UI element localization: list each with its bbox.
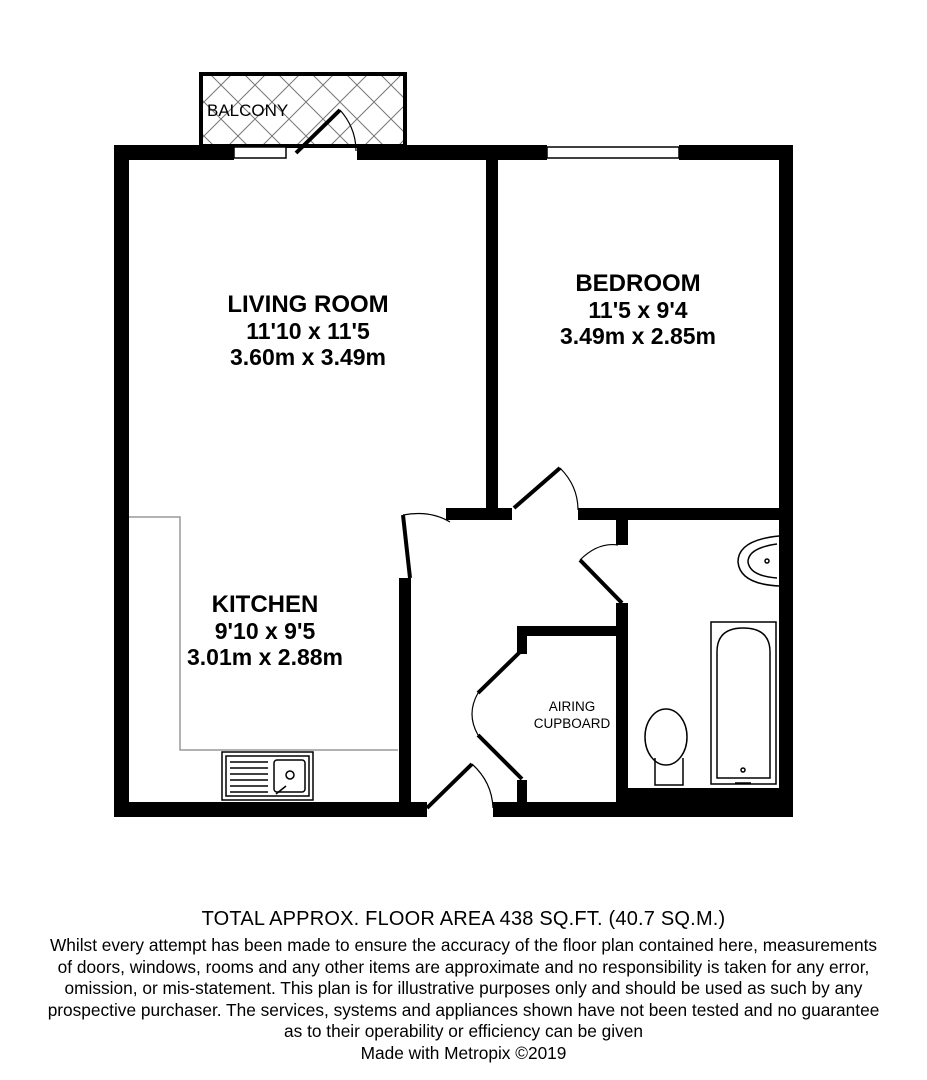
living-window	[234, 147, 286, 158]
bottom-wall-right	[493, 802, 793, 817]
airing-cupboard-line1: AIRING	[548, 699, 596, 714]
bedroom-label	[508, 271, 768, 349]
living-room-imperial: 11'10 x 11'5	[246, 317, 370, 344]
bathroom-floor-wall	[616, 788, 782, 804]
bathroom-basin	[738, 536, 779, 586]
bathtub	[711, 622, 776, 784]
top-wall-right	[679, 145, 793, 160]
balcony-label: BALCONY	[207, 101, 289, 120]
bedroom-metric: 3.49m x 2.85m	[559, 322, 716, 349]
top-wall-mid	[357, 145, 547, 160]
disclaimer-line-5: as to their operability or efficiency can be given	[284, 1021, 643, 1041]
bathroom-wall-upper	[616, 517, 628, 545]
walls	[114, 145, 793, 817]
kitchen-imperial: 9'10 x 9'5	[214, 617, 316, 644]
kitchen-name: KITCHEN	[211, 591, 319, 618]
disclaimer-line-3: omission, or mis-statement. This plan is for illustrative purposes only and should be used as such by any	[64, 978, 863, 998]
total-floor-area: TOTAL APPROX. FLOOR AREA 438 SQ.FT. (40.7 SQ.M.)	[201, 908, 726, 930]
kitchen-metric: 3.01m x 2.88m	[186, 643, 343, 670]
living-room-name: LIVING ROOM	[227, 291, 389, 318]
bedroom-window	[547, 147, 679, 158]
disclaimer-line-4: prospective purchaser. The services, systems and appliances shown have not been tested and no guarantee	[47, 999, 880, 1020]
cupboard-wall-left-bottom	[517, 780, 527, 804]
bedroom-name: BEDROOM	[575, 270, 701, 297]
kitchen-sink	[222, 752, 313, 800]
metropix-credit: Made with Metropix ©2019	[360, 1042, 567, 1063]
hall-wall-top-left	[446, 508, 512, 520]
airing-cupboard-line2: CUPBOARD	[533, 716, 611, 731]
cupboard-wall-top	[517, 626, 621, 636]
living-room-label	[178, 292, 438, 370]
top-wall-left	[114, 145, 234, 160]
right-wall	[779, 145, 793, 817]
kitchen-label	[135, 592, 395, 670]
floor-plan-footer	[0, 908, 927, 1064]
toilet	[645, 709, 687, 785]
airing-cupboard-label	[526, 698, 618, 732]
living-room-metric: 3.60m x 3.49m	[229, 343, 386, 370]
living-bedroom-wall	[486, 160, 498, 510]
bedroom-imperial: 11'5 x 9'4	[588, 296, 688, 323]
bottom-wall-left	[114, 802, 427, 817]
kitchen-hall-wall	[399, 578, 411, 804]
hall-wall-top-right	[578, 508, 782, 520]
cupboard-wall-left-top	[517, 626, 527, 654]
disclaimer-line-1: Whilst every attempt has been made to ensure the accuracy of the floor plan contained here, measurements	[49, 935, 878, 955]
disclaimer-line-2: of doors, windows, rooms and any other items are approximate and no responsibility is taken for any error,	[57, 956, 870, 977]
left-wall	[114, 145, 129, 817]
